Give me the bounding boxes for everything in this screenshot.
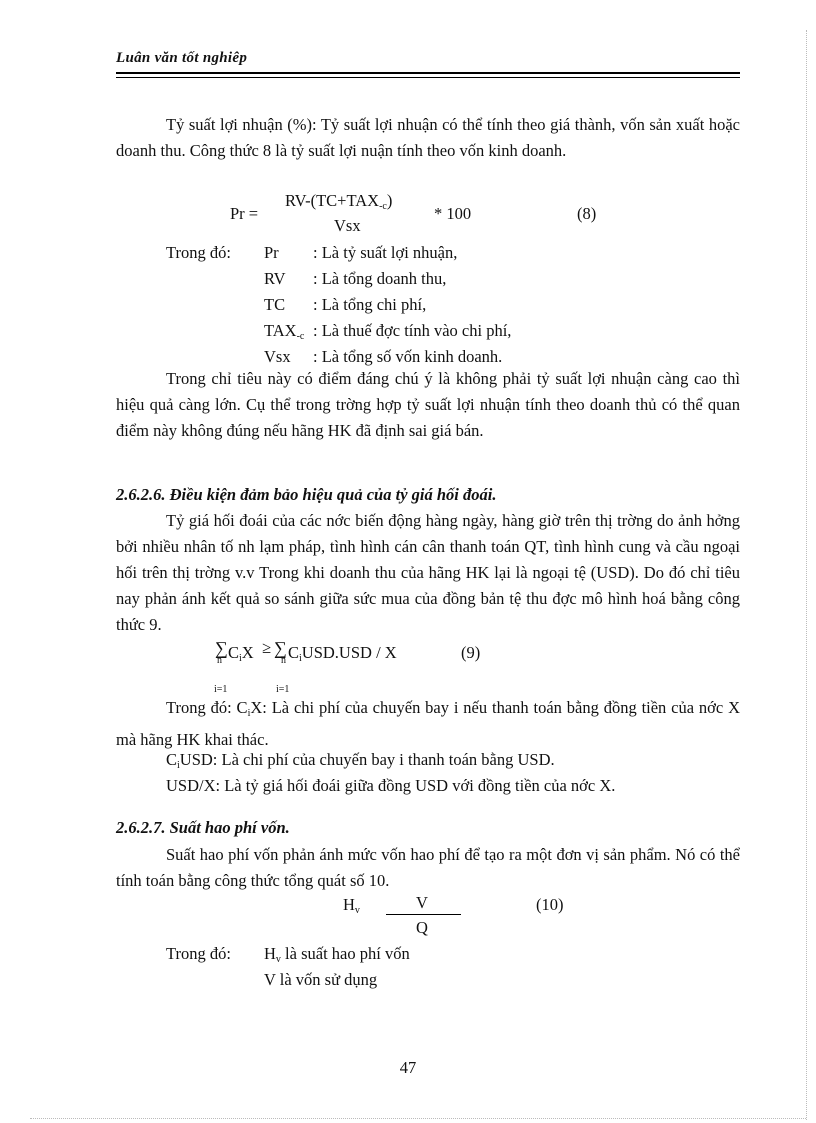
definitions-formula-9-line3: USD/X: Là tỷ giá hối đoái giữa đồng USD với đồng tiền của nớc X. bbox=[166, 776, 616, 795]
formula10-lhs: $H_v$ bbox=[343, 895, 360, 916]
where8-symbol: Pr bbox=[264, 243, 279, 262]
where8-symbol: Vsx bbox=[264, 347, 291, 366]
page-border-right bbox=[806, 30, 807, 1120]
where10-intro: Trong đó: bbox=[166, 944, 231, 963]
formula8-lhs: Pr = bbox=[230, 204, 259, 223]
formula9-ge: ≥ bbox=[262, 638, 272, 657]
paragraph-exchange-rate: Tỷ giá hối đoái của các nớc biến động hàng ngày, hàng giờ trên thị trờng do ảnh hởng bởi nhiều nhân tố nh lạm pháp, tình hình cán cân thanh toán QT, tình hình cung và cầu ngoại hối trên thị trờng v.v Trong khi doanh thu của hãng HK lại là ngoại tệ (USD). Do đó chỉ tiêu nay phản ánh kết quả so sánh giữa sức mua của đồng bản tệ thu đợc mô hình hoá bằng công thức 9. bbox=[116, 511, 740, 634]
header-rule-thick bbox=[116, 72, 740, 74]
formula9-sum-left: ∑ bbox=[215, 638, 228, 658]
where8-description: : Là thuế đợc tính vào chi phí, bbox=[313, 321, 512, 340]
where8-description: : Là tỷ suất lợi nhuận, bbox=[313, 243, 458, 262]
formula9-lhs: $C_iX$ bbox=[228, 643, 254, 664]
formula9-lower-left: i=1 bbox=[214, 684, 228, 695]
formula8-numerator: $RV-(TC+TAX_{-c})$ bbox=[285, 191, 393, 212]
page-border-bottom bbox=[30, 1118, 806, 1119]
running-header: Luân văn tốt nghiêp bbox=[116, 50, 248, 66]
formula9-upper-left: n bbox=[217, 655, 222, 666]
paragraph-capital-cost: Suất hao phí vốn phản ánh mức vốn hao phí để tạo ra một đơn vị sản phẩm. Nó có thể tính toán bằng công thức tổng quát số 10. bbox=[116, 845, 740, 890]
formula9-rhs: $C_iUSD.USD$ / X bbox=[288, 643, 397, 664]
header-rule-thin bbox=[116, 77, 740, 78]
formula10-denominator: Q bbox=[416, 918, 428, 937]
formula9-upper-right: n bbox=[281, 655, 286, 666]
where8-description: : Là tổng chi phí, bbox=[313, 295, 427, 314]
section-heading-2-6-2-6: 2.6.2.6. Điều kiện đảm bảo hiệu quả của tỷ giá hối đoái. bbox=[116, 485, 497, 504]
formula10-label: (10) bbox=[536, 895, 564, 914]
where8-intro: Trong đó: bbox=[166, 243, 231, 262]
formula10-fraction-bar bbox=[386, 914, 461, 915]
formula8-label: (8) bbox=[577, 204, 597, 223]
where10-item1: $H_v$ là suất hao phí vốn bbox=[264, 944, 410, 965]
section-heading-2-6-2-7: 2.6.2.7. Suất hao phí vốn. bbox=[116, 818, 290, 837]
formula8-multiplier: * 100 bbox=[434, 204, 472, 223]
formula9-label: (9) bbox=[461, 643, 481, 662]
page-number: 47 bbox=[399, 1058, 417, 1077]
where8-symbol: TC bbox=[264, 295, 286, 314]
formula9-sum-right: ∑ bbox=[274, 638, 287, 658]
formula9-lower-right: i=1 bbox=[276, 684, 290, 695]
definitions-formula-9-line2: $C_iUSD$: Là chi phí của chuyến bay i thanh toán bằng USD. bbox=[166, 750, 555, 771]
paragraph-profit-rate: Tỷ suất lợi nhuận (%): Tỷ suất lợi nhuận có thể tính theo giá thành, vốn sản xuất hoặc doanh thu. Công thức 8 là tỷ suất lợi nuận tính theo vốn kinh doanh. bbox=[116, 115, 740, 160]
where8-description: : Là tổng số vốn kinh doanh. bbox=[313, 347, 503, 366]
where10-item2: V là vốn sử dụng bbox=[264, 970, 378, 989]
paragraph-note: Trong chỉ tiêu này có điểm đáng chú ý là không phải tỷ suất lợi nhuận càng cao thì hiệu quả càng lớn. Cụ thể trong trờng hợp tỷ suất lợi nhuận tính theo doanh thủ có thể quan điểm này không đúng nếu hãng HK đã định sai giá bán. bbox=[116, 369, 740, 440]
where8-description: : Là tổng doanh thu, bbox=[313, 269, 447, 288]
formula10-numerator: V bbox=[416, 893, 428, 912]
formula8-denominator: Vsx bbox=[334, 216, 361, 235]
definitions-formula-9-line1: Trong đó: $C_iX$: Là chi phí của chuyến bay i nếu thanh toán bằng đồng tiền của nớc X mà hãng HK khai thác. bbox=[116, 698, 740, 749]
where8-symbol: RV bbox=[264, 269, 286, 288]
where8-symbol: $TAX_{-c}$ bbox=[264, 321, 305, 342]
